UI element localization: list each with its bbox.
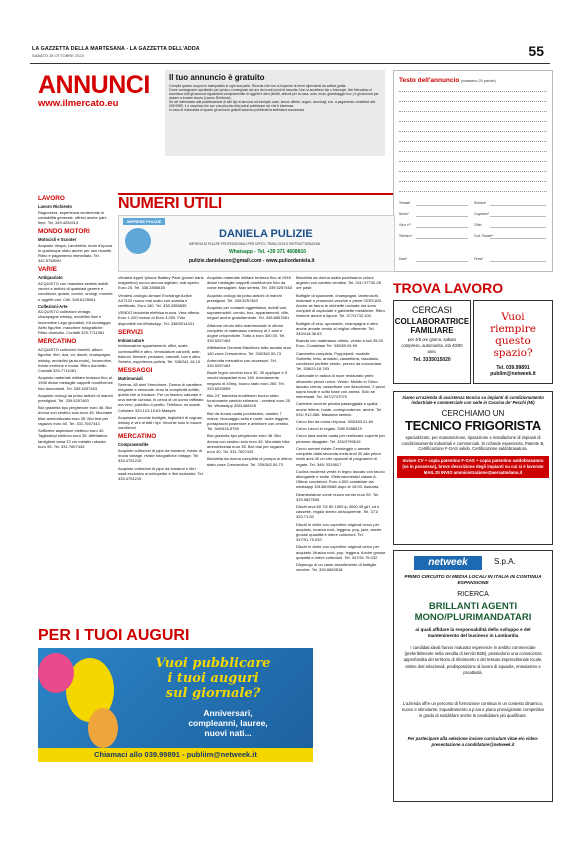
vuoi-phone[interactable]: Tel. 039.99891 (496, 365, 530, 371)
headline-line: sul giornale? (165, 686, 261, 701)
section-lavoro: LAVORO (38, 195, 65, 202)
text-line[interactable] (399, 121, 547, 122)
cercasi-title: CERCASI (411, 305, 452, 315)
field-codfiscale: Cod. Fiscale* (474, 234, 493, 238)
info-line: In caso di mancanza di spazio gli annunci gratuiti saranno pubblicati la settimana successiva. (169, 108, 305, 112)
auguri-title: PER I TUOI AUGURI (38, 627, 190, 644)
field-cognome: Cognome* (474, 212, 490, 216)
ad-tag: IMPRESE PULIZIE (123, 218, 165, 225)
subsection-title: Compravendite (118, 442, 149, 448)
classified-ad: Dischi anni 60 70/ 80 1500 lp 3000 45 giri, cd e cassette, regalo stereo all'acquirente. Tel. 371/ 320.71.60 (296, 503, 380, 520)
classified-ad: Cerco lana anche usata per realizzare coperte per persone disagiate. Tel. 333/3799619 (296, 433, 385, 444)
form-title: Testo dell'annuncio (massimo 20 parole) (399, 77, 496, 84)
text-line[interactable] (399, 151, 547, 152)
classified-ad: Dispongo di un vasto assortimento di bottiglie vecchie. Tel. 339.6583818 (296, 561, 377, 573)
field-data: Data* (399, 257, 407, 261)
text-line[interactable] (399, 101, 547, 102)
subsection-title: Lavoro Richiesto (38, 204, 72, 209)
tecnico-frigorista-ad[interactable] (393, 391, 553, 545)
text-line[interactable] (399, 111, 547, 112)
text-line[interactable] (399, 191, 547, 192)
auguri-subhead (153, 708, 303, 738)
section-varie: VARIE (38, 266, 58, 274)
classified-ad: VENDO bicicletta elettrica nuova. Vera offerta. Euro 1.200 invece di Euro 3.000. Foto disponibili via WhatsApp. Tel. 338/5014431 (118, 310, 200, 326)
classified-ad: Bottiglie di vino, spumante, champagne e altro anche annate vendo al miglior offerente. Tel. 340/418.38.63 (296, 320, 379, 337)
subsection-title: Imbiancature (118, 337, 145, 343)
classified-ad: Acquisto orologi da polso antichi di marchi prestigiosi. Tel. 339.5257463 (38, 392, 113, 404)
classified-ad: Imbiancature appartamenti, uffici, scale, controsoffitti e altro. Verniciature cancelli, ante, balconi, finestre, persiane, cancelli, box e altro. Serietà, esperienza pulizia. Tel. 338/341.16.15 (118, 343, 202, 364)
classified-ad: Cerco Lavori in regalo. 349/ 6356519 (296, 426, 362, 432)
issue-date: SABATO 28 OTTOBRE 2023 (32, 53, 84, 58)
frigorista-body: specializzato, per manutenzione, riparazione e installazione di impianti di condizionamento industriali e commerciali. Si richiede esperienza, Patente B, Certificazione F-GAS valido, Certificazione saldobrasatura. (401, 435, 545, 452)
text-line[interactable] (399, 131, 547, 132)
classified-ad: Sofficiere aspiratore elettrico euro 40. Tagliasiepi elettrico euro 35. Affettatrice famigliare lama 22 cm metallo robusta euro 55. Tel. 331.7607443 (38, 428, 108, 449)
field-citta: Città* (474, 223, 482, 227)
classified-ad: Cerco bici da corsa d'epoca. 333/483.31.84 (296, 419, 374, 425)
classified-ad: Bicicletta da donna completa di pompa in ottimo stato zona Crescentino. Tel. 339/362.50.73 (207, 456, 292, 467)
field-rubrica: Rubrica* (474, 201, 487, 205)
info-line: Come consegnarlo: spediscilo per posta o consegnalo ad uno dei nostri punti di raccolta. Non si accettano fax o fotocopie. Nel Mercatino si accettano tutti gli annunci riguardanti compravendite di oggetti e altro (furetti, articoli per la casa, auto, moto, giardinaggio ecc.) e gli annunci per aiutare a trovare lavoro (Lavoro Richiesto). (169, 88, 379, 100)
classified-ad: Baule legno vecchio euro 30. 30 applique e 5 vecchi lampadari euro 160. Arredamento negozio di 40mq, buono stato euro 250. Tel. 333.6033559 (207, 370, 288, 391)
free-ad-info-box (165, 70, 385, 156)
classified-ad: Deambulatore come nuovo vendo euro 50. Tel. 329.9827606 (296, 491, 380, 502)
testata-input[interactable] (416, 205, 468, 206)
auguri-section (38, 627, 313, 645)
auguri-headline (128, 656, 298, 701)
mid-column-a (118, 275, 204, 483)
classified-ad: Bici da donna usata pochissimo, cambio 7 marce, bloccaggio sella e ruote, ruote leggere, portapacchi posteriore e anteriore con cestino. Tel. 340/616.5759 (207, 410, 290, 432)
left-column (38, 192, 113, 451)
column-three (296, 275, 386, 574)
text-line[interactable] (399, 91, 547, 92)
frigorista-role: TECNICO FRIGORISTA (405, 418, 541, 434)
classified-ad: Bottiglie di spumante, champagne, lambruschi, malvasie e prosecchi vecchie e piene CERCASI. Anche se fanno le etichette rovinate ma sono completi di capsulate e gabbiette metalliche. Ritiro insieme anche a liquori. Tel. 377/4732.100. (296, 292, 385, 319)
headline-line: i tuoi auguri (167, 671, 259, 686)
via-input[interactable] (416, 227, 468, 228)
form-note: (massimo 20 parole) (461, 79, 496, 83)
netweek-intro: PRIMO CIRCUITO DI MEDIA LOCALI IN ITALIA IN CONTINUA ESPANSIONE (404, 575, 542, 586)
page-header (30, 41, 550, 64)
netweek-desc: ai quali affidare la responsabilità dello sviluppo e del mantenimento del business in Lombardia (415, 627, 531, 638)
cognome-input[interactable] (490, 216, 546, 217)
newspaper-title: LA GAZZETTA DELLA MARTESANA - LA GAZZETTA DELL'ADDA (32, 46, 200, 52)
frigorista-cta: Inviare CV + copia patentino F-GAS + copia patentino saldobrasatura (se in possesso), breve descrizione degli impianti su cui si è lavorato MAIL DI INVIO amministrazione@aersatmilano.it (397, 456, 549, 478)
classified-ad: Acquisto collezioni di pipe da fumatori, riviste di moda vintage, riviste fotografiche vintage. Tel. 333.4751215 (118, 447, 202, 464)
netweek-cta: Per partecipare alla selezione inviare curriculum vitae e/o video-presentazione a candidature@netweek.it (407, 736, 539, 748)
cercasi-ad[interactable] (393, 300, 471, 384)
netweek-body1: I candidati ideali hanno maturato esperienze in ambito commerciale (preferibilmente nella vendita di servizi B2B), possiedono una conoscenza approfondita del territorio di riferimento e del tessuto imprenditoriale locale, ottime doti relazionali, predisposizione al lavoro di squadra, entusiasmo e proattività. (403, 645, 543, 675)
classified-ad: Bici 24° bambina doubleson buono stato funzionante cambio shimano - vendesi euro 25 Tel. WhatsApp 3281368415 (207, 393, 290, 409)
field-nome: Nome* (399, 212, 409, 216)
field-via: Via e n°* (399, 223, 412, 227)
data-input[interactable] (416, 261, 468, 262)
subsection-title: Antiquariato (38, 275, 63, 281)
field-firma: Firma* (474, 257, 484, 261)
ad-business-name: DANIELA PULIZIE (219, 228, 313, 240)
numeri-utili-title: NUMERI UTILI (118, 195, 222, 212)
subhead-line: Anniversari, (203, 708, 253, 718)
auguri-banner-ad[interactable] (38, 648, 313, 762)
classified-ad: ACQUISTO collezioni vintage, champagne whisky, modellini lioni e locomotive Lego giocattoli, Kit montaggio Airfix figurine, macchine fotografiche. Ritiro domicilio. Contatti 329-7711081 (38, 309, 111, 336)
trova-lavoro-title: TROVA LAVORO (393, 280, 504, 296)
auguri-contact[interactable]: Chiamaci allo 039.99891 - publiim@netweek.it (38, 748, 313, 762)
classified-ad: Acquisto orologi da polso antichi di marchi prestigiosi. Tel. 339.5257463 (207, 292, 282, 303)
section-servizi: SERVIZI (118, 328, 143, 336)
classified-ad: Carteline vecchie privata passeggiata a spalla, anche lettere, buste, corrispondenze, anche. Tel 031/ 912.586. Massima serietà. (296, 401, 382, 417)
numeri-utili-section (118, 193, 393, 213)
field-testata: Testata* (399, 201, 411, 205)
nome-input[interactable] (416, 216, 468, 217)
classified-ad: Acquisto materiale militare tedesco fino al 1945 divise medaglie cappelli onorificenze foto da corse bersaglieri. Max serietà. Tel. 339.5257463 (207, 275, 293, 291)
classified-ad: Serena, 48 anni Vimodrone. Donna di carattere, elegante e sensuale. Amo la complicità sottile, quella che si intuisce. Per un fascino naturale e una mente curiosa, in cerca di un uomo raffinato ma vero, pubblico il profilo. Telefono: mi scade. Cellulare 333.123.15.63 Madyee (118, 381, 204, 413)
website-link[interactable]: www.ilmercato.eu (38, 98, 119, 109)
classified-ad: Vendesi Apple Iphone Battery Pack (power bank magnetico) nuovo ancora sigillato, mai aperto. Euro 25. Tel. 338.2856835 (118, 275, 204, 291)
vuoi-headline: Vuoi riempire questo spazio? (490, 311, 536, 359)
mid-column-b (207, 275, 293, 469)
ad-tagline: IMPRESA DI PULIZIE PROFESSIONALI PER UFFICI, TRASLOCHI E RISTRUTTURAZIONI (189, 242, 321, 246)
classified-ad: Cerco numeri riviste Cenoteggio o annate complete dalla seconda metà anni 20 alla prima metà anni 40 un che opuscoli di programmi di regate. Tel. 349/ 3319817 (296, 445, 381, 467)
field-telefono: Telefono* (399, 234, 413, 238)
frigorista-intro: Siamo un'azienda di assistenza tecnica su impianti di condizionamento industriale e commerciale con sede in Cassina de' Pecchi (Mi) (402, 395, 544, 406)
annunci-masthead (38, 72, 163, 110)
page-number: 55 (528, 43, 544, 59)
citta-input[interactable] (490, 227, 546, 228)
classified-ad: Vendesi orologio Armani Exchange Active AX7102 nuovo mai usato con scatola e certificato. Euro 180. Tel. 338.2856835 (118, 292, 192, 309)
netweek-role: BRILLANTI AGENTI MONO/PLURIMANDATARI (414, 601, 532, 623)
balloon-icon (88, 708, 118, 748)
cercasi-desc: per 4/6 ore giorno, sabato compreso, automunita, età 40/50 anni, (401, 337, 463, 354)
classified-ad: Dischi in vinile con copertine originali cerco per acquisto, musica rock, leggera, pop, jazz, anche grosse quantità e intere collezioni. Tel. 347/91.75.032. (296, 521, 382, 543)
classified-ad: Affarone vendo letto matrimoniale in ottone completo di materasso memory di 2 anni e doghe ortopediche. Tutto a euro 300,00. Tel. 339.5257463 (207, 322, 286, 344)
rubrica-input[interactable] (490, 205, 546, 206)
vuoi-riempire-ad[interactable] (473, 300, 553, 384)
section-mondo-motori: MONDO MOTORI (38, 228, 90, 236)
netweek-spa: S.p.A. (494, 557, 516, 566)
classified-ad: Bici graziella tipo pieghevole euro 48. Bici donna con cestino solo euro 45. Mountain bike ammortizzata euro 35. Bici trial per ragazzo euro 40. Tel. 331.7607443 (38, 405, 113, 426)
cercasi-role: COLLABORATRICE FAMILIARE (394, 317, 470, 335)
subhead-line: nuovi nati... (204, 728, 252, 738)
codfiscale-input[interactable] (490, 238, 546, 239)
frigorista-cerchiamo: CERCHIAMO UN (441, 409, 505, 419)
vuoi-email[interactable]: publim@netweek.it (490, 371, 536, 377)
subsection-title: Motocicli e Scooter (38, 237, 77, 243)
text-line[interactable] (399, 181, 547, 182)
headline-line: Vuoi pubblicare (155, 656, 271, 671)
classified-ad: Ragioniera, esperienza ventennale in contabilità generale, offresi anche part-time. Tel. 349.4254113 (38, 209, 108, 225)
classified-ad: Acquistasi vecchie bottiglie, bigliettini di cognac, whisky e vini di tutti i tipi. Vecchie solo in buone condizioni (118, 414, 203, 431)
classified-ad: Cucina moderna verde in legno laccato con tavolo allungabile e sedie. Elettrodomestici classe A. Ottime condizioni. Euro 4.500 contattare via whatsapp 3313803088 dopo le 19:00. Assunta (296, 468, 385, 490)
netweek-body2: L'azienda offre un percorso di formazione continua in un contesto dinamico, nuovo e stimolante. Inquadramento a p.iva e piano provvigionale competitivo in grado di soddisfare anche le candidature più qualificate. (401, 701, 545, 719)
info-title: Il tuo annuncio è gratuito (169, 73, 265, 82)
classified-ad: Affettatrice General Machines tutta acciaio euro 160 zona Crescentino. Tel. 339/362.50.73 (207, 345, 292, 356)
text-line[interactable] (399, 161, 547, 162)
section-title: ANNUNCI (38, 71, 150, 99)
classified-ad: Acquisto materiale militare tedesco fino al 1945 divise medaglie cappelli onorificenze foto documenti. Tel. 339.5257463 (38, 375, 113, 391)
classified-ad: Acquisto per contanti oggettistica, mobili vari, soprammobili, cornici, box, appartamenti, ville, negozi anche gratuitamente. Tel. 345.6857661 (207, 305, 290, 321)
text-line[interactable] (399, 171, 547, 172)
info-line: Se sei interessato alla pubblicazione di altri tipi di annunci ad esempio case, lavoro offerte, auguri, necrologi, ecc. a pagamento contattaci allo 039.9989. 1 e scoprirai che con una piccola cifra potrai pubblicare ciò che ti interessa. (169, 100, 376, 108)
ad-coupon-form (393, 70, 553, 272)
subhead-line: compleanni, lauree, (188, 718, 268, 728)
cercasi-phone[interactable]: Tel. 3335015020 (413, 357, 451, 363)
telefono-input[interactable] (416, 238, 468, 239)
sparkle-logo-icon (125, 228, 151, 254)
section-messaggi: MESSAGGI (118, 367, 153, 375)
trova-lavoro-section (393, 280, 551, 296)
classified-ad: Antenotta mercatino con accessori. Tel. 339.5257463 (207, 357, 277, 369)
classified-ad: Acquisto collezioni di pipe da fumatori e libri usati esclusivo enciclopedie e libri scolastici. Tel. 333.4751215 (118, 465, 204, 481)
section-mercatino: MERCATINO (38, 338, 77, 346)
classified-ad: Dischi in vinile con copertine originali cerco per acquisto. Musica rock, pop, leggera. Anche grosse quantità e intere collezioni. Tel. 347/91.75.032 (296, 544, 386, 560)
classified-ad: ACQUISTO con massima serietà mobili vecchi e antichi di qualsiasi genere e condizioni, quadri, cornici, orologi, monete e oggetti vari. Cell. 349.6125061 (38, 280, 113, 302)
text-line[interactable] (399, 141, 547, 142)
netweek-ricerca: RICERCA (457, 591, 489, 598)
subsection-title: Matrimoniali (118, 376, 143, 382)
classified-ad: Bici graziella tipo pieghevole euro 48. Bici donna con cestino solo euro 45. Mountain bike ammortizzata euro 35. Bici trial per ragazzo euro 40. Tel. 331.7607443 (207, 433, 290, 455)
ad-phone[interactable]: Whatsapp - Tel. +39 371 4608810 (229, 249, 307, 255)
ad-contacts[interactable]: pulizie.danielazoo@gmail.com - www.pulizedaniela.it (189, 258, 315, 264)
section-mercatino: MERCATINO (118, 433, 157, 441)
subsection-title: Collezioni-Arte (38, 303, 68, 309)
balloon-icon (38, 653, 74, 693)
daniela-pulizie-ad[interactable] (118, 215, 395, 272)
classified-ad: Cantonale in radica di noce restaurato primi ottocento pezzo unico. Vendo. Mobile in Orino laccato crema, cassettone con descrizioni, 2 pezzi sopra baule e sotto base con anima. Solo se interessati. Tel. 347/2747070 (296, 373, 385, 400)
classified-ad: Branda con materasso ottimo, vendo a soli 35,00 Euro. Contattare Tel. 339/89.04.99 (296, 338, 383, 349)
firma-input[interactable] (490, 261, 546, 262)
info-line: Compila questo coupon in stampatello in ogni sua parte. Ricorda che non si risponde di errori dipendenti da cattiva grafia. (169, 84, 347, 88)
classified-ad: ACQUISTO collezioni fumetti, album figurine, libri, dvd, cd, dischi, champagne, whisky, modellini (auto-moto), locomotive, riviste erotiche e moda. Ritiro domicilio. Contatti 329-7711081 (38, 347, 112, 374)
classified-ad: Cameretta completa, Poppepedi, modelle Sorbetto, letto, armadio, cassettiera, fasciatoio, condizioni perfette vendo, prezzo da concordare. Tel. 338/29.18.783 (296, 350, 383, 372)
classified-ad: Acquisto Vespa, Lambretta, moto d'epoca in qualunque stato anche per uso ricambi. Ritiro e pagamento immediato. Tel. 342.5758002 (38, 242, 113, 264)
netweek-ad[interactable] (393, 550, 553, 802)
netweek-logo: netweek (414, 556, 482, 570)
classified-ad: Bicicletta da donna usata pochissimo colore argento con cambio vendesi. Tel. 011/ 97730.28 ore pasti (296, 275, 381, 291)
